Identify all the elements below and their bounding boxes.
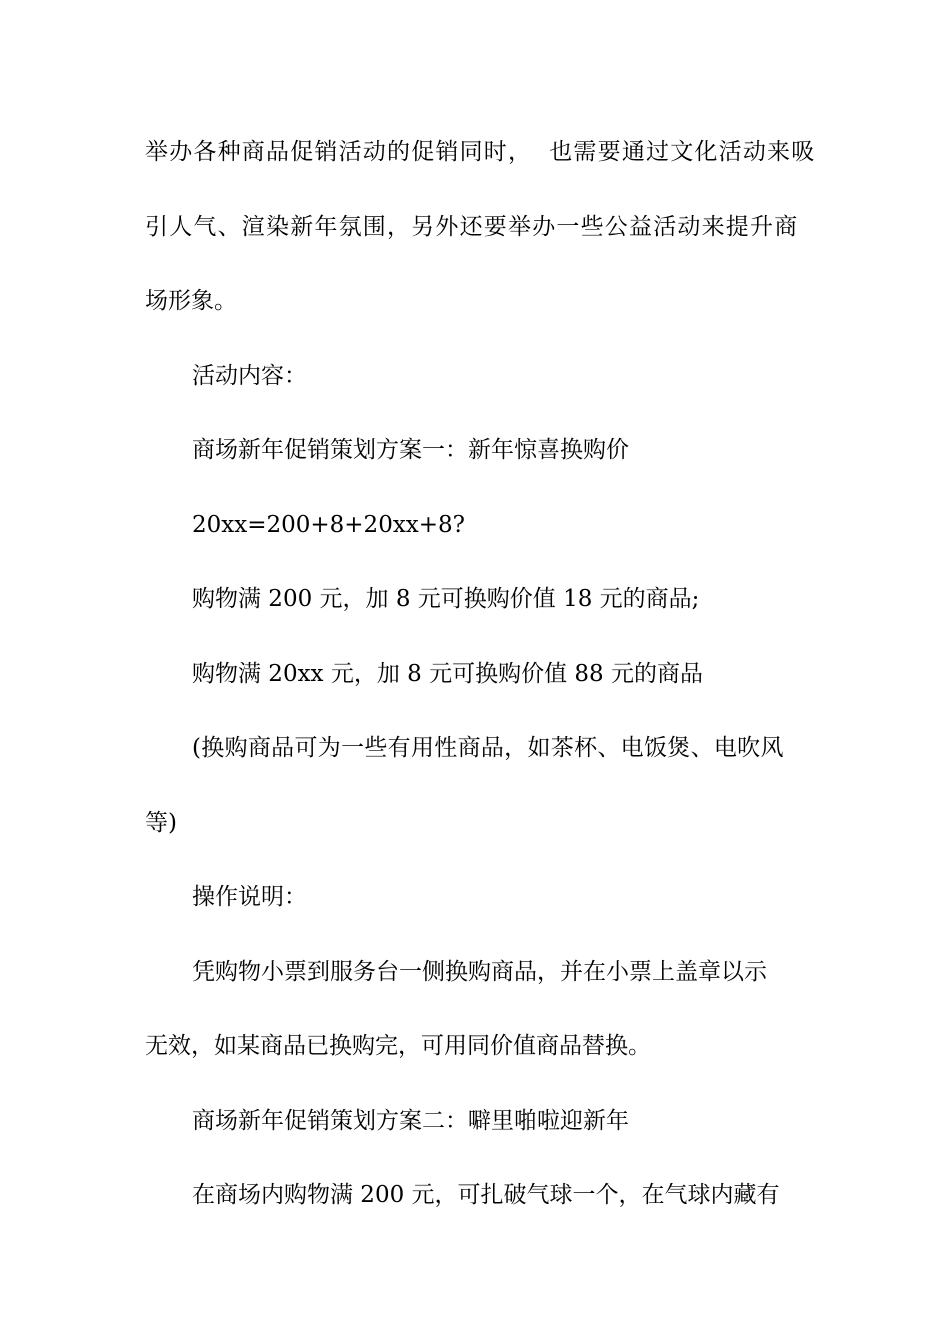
section-heading: 活动内容： (192, 363, 307, 389)
paragraph-line: (换购商品可为一些有用性商品，如茶杯、电饭煲、电吹风 (192, 735, 784, 761)
paragraph-line: 场形象。 (145, 288, 237, 314)
paragraph-line: 购物满 200 元，加 8 元可换购价值 18 元的商品; (192, 586, 700, 612)
paragraph-line: 举办各种商品促销活动的促销同时， 也需要通过文化活动来吸 (145, 139, 816, 165)
section-heading: 操作说明： (192, 884, 307, 910)
plan-title: 商场新年促销策划方案二：噼里啪啦迎新年 (192, 1108, 629, 1134)
formula-line: 20xx=200+8+20xx+8? (192, 512, 466, 538)
paragraph-line: 在商场内购物满 200 元，可扎破气球一个，在气球内藏有 (192, 1182, 780, 1208)
paragraph-line: 引人气、渲染新年氛围，另外还要举办一些公益活动来提升商 (145, 214, 799, 240)
paragraph-line: 等) (145, 810, 177, 836)
paragraph-line: 凭购物小票到服务台一侧换购商品，并在小票上盖章以示 (192, 959, 767, 985)
paragraph-line: 无效，如某商品已换购完，可用同价值商品替换。 (145, 1033, 651, 1059)
paragraph-line: 购物满 20xx 元，加 8 元可换购价值 88 元的商品 (192, 661, 703, 687)
plan-title: 商场新年促销策划方案一：新年惊喜换购价 (192, 437, 629, 463)
